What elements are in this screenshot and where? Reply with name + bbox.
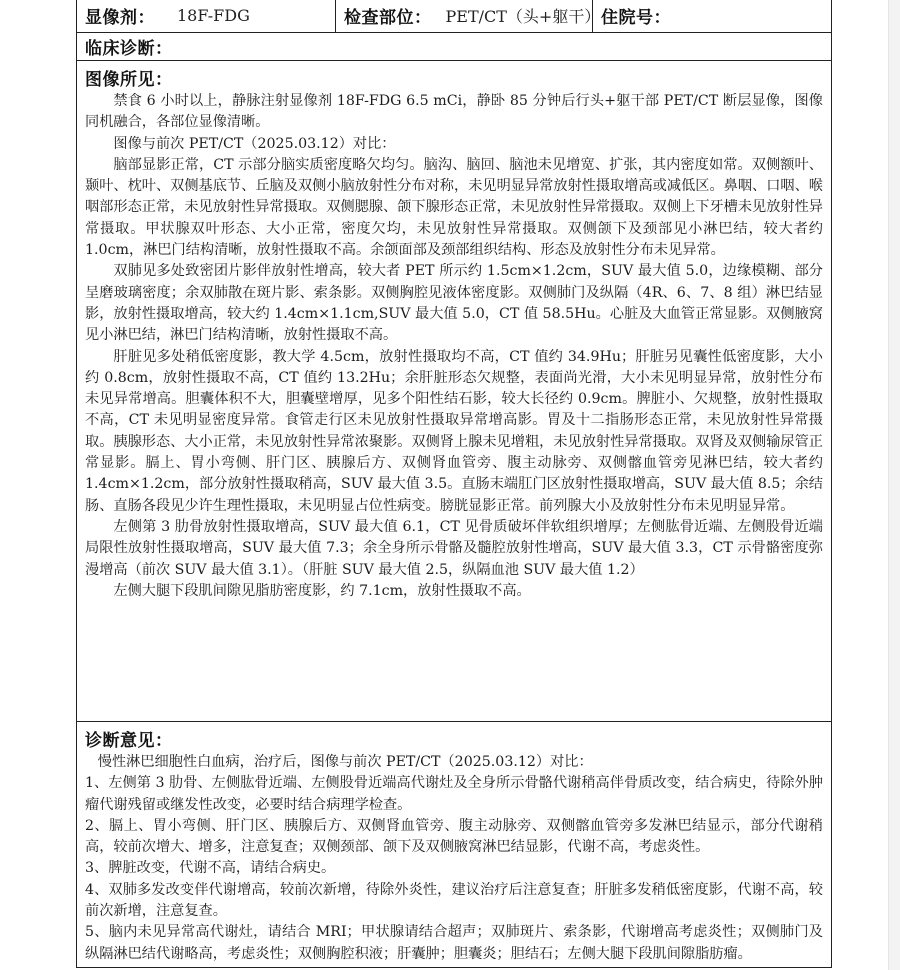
clinical-diagnosis-label: 临床诊断： [85, 39, 173, 59]
findings-paragraph: 左侧大腿下段肌间隙见脂肪密度影，约 7.1cm，放射性摄取不高。 [113, 582, 531, 599]
findings-paragraph: 脑部显影正常，CT 示部分脑实质密度略欠均匀。脑沟、脑回、脑池未见增宽、扩张，其内密度如常。双侧额叶、颞叶、枕叶、双侧基底节、丘脑及双侧小脑放射性分布对称，未见明显异常放射性摄取增高或减低区。鼻咽、口咽、喉咽部形态正常，未见放射性异常摄取。双侧腮腺、颌下腺形态正常，未见放射性异常摄取。双侧上下牙槽未见放射性异常摄取。甲状腺双叶形态、大小正常，密度欠均，未见放射性异常摄取。双侧颌下及颈部见小淋巴结，较大者约 1.0cm，淋巴门结构清晰，放射性摄取不高。余颌面部及颈部组织结构、形态及放射性分布未见异常。 [85, 156, 823, 259]
findings-title: 图像所见： [85, 70, 173, 90]
diagnosis-title: 诊断意见： [85, 731, 173, 751]
findings-section [77, 61, 831, 722]
pet-ct-report [76, 0, 832, 968]
diagnosis-item: 5、脑内未见异常高代谢灶，请结合 MRI；甲状腺请结合超声；双肺斑片、索条影，代谢增高考虑炎性；双侧肺门及纵隔淋巴结代谢略高，考虑炎性；双侧胸腔积液；肝囊肿；胆囊炎；胆结石；左侧大腿下段肌间隙脂肪瘤。 [85, 924, 823, 962]
exam-site-value: PET/CT（头+躯干） [445, 7, 601, 26]
diagnosis-item: 3、脾脏改变，代谢不高，请结合病史。 [85, 860, 336, 877]
exam-site-label: 检查部位： [344, 8, 432, 28]
tracer-value: 18F-FDG [177, 6, 250, 25]
page-edge-strip [888, 0, 900, 970]
findings-paragraph: 双肺见多处致密团片影伴放射性增高，较大者 PET 所示约 1.5cm×1.2cm，SUV 最大值 5.0，边缘模糊、部分呈磨玻璃密度；余双肺散在斑片影、索条影。双侧胸腔见液体密度影。双侧肺门及纵隔（4R、6、7、8 组）淋巴结显影，放射性摄取增高，较大约 1.4cm×1.1cm,SUV 最大值 5.0，CT 值 58.5Hu。心脏及大血管正常显影。双侧腋窝见小淋巴结，淋巴门结构清晰，放射性摄取不高。 [85, 263, 823, 344]
diagnosis-item: 2、膈上、胃小弯侧、肝门区、胰腺后方、双侧肾血管旁、腹主动脉旁、双侧髂血管旁多发淋巴结显示，部分代谢稍高，较前次增大、增多，注意复查；双侧颈部、颌下及双侧腋窝淋巴结显影，代谢不高，考虑炎性。 [85, 817, 823, 856]
findings-paragraph: 图像与前次 PET/CT（2025.03.12）对比： [113, 135, 396, 152]
diagnosis-lead: 慢性淋巴细胞性白血病，治疗后，图像与前次 PET/CT（2025.03.12）对比： [97, 754, 593, 770]
findings-paragraph: 禁食 6 小时以上，静脉注射显像剂 18F-FDG 6.5 mCi，静卧 85 分钟后行头+躯干部 PET/CT 断层显像，图像同机融合，各部位显像清晰。 [85, 93, 823, 131]
header-row [77, 0, 831, 33]
inpatient-no-cell [592, 0, 831, 32]
findings-paragraph: 左侧第 3 肋骨放射性摄取增高，SUV 最大值 6.1，CT 见骨质破坏伴软组织增厚；左侧肱骨近端、左侧股骨近端局限性放射性摄取增高，SUV 最大值 7.3；余全身所示骨骼及髓腔放射性增高，SUV 最大值 3.3，CT 示骨骼密度弥漫增高（前次 SUV 最大值 3.1）。（肝脏 SUV 最大值 2.5，纵隔血池 SUV 最大值 1.2） [85, 518, 823, 578]
diagnosis-item: 4、双肺多发改变伴代谢增高，较前次新增，待除外炎性，建议治疗后注意复查；肝脏多发稍低密度影，代谢不高，较前次新增，注意复查。 [85, 881, 823, 920]
diagnosis-section [77, 722, 831, 968]
findings-paragraph: 肝脏见多处稍低密度影，教大学 4.5cm，放射性摄取均不高，CT 值约 34.9Hu；肝脏另见囊性低密度影，大小约 0.8cm，放射性摄取不高，CT 值约 13.2Hu；余肝脏形态欠规整，表面尚光滑，大小未见明显异常，放射性分布未见异常增高。胆囊体积不大，胆囊壁增厚，见多个阳性结石影，较大长径约 0.9cm。脾脏小、欠规整，放射性摄取不高，CT 未见明显密度异常。食管走行区未见放射性摄取异常增高影。胃及十二指肠形态正常，未见放射性异常摄取。胰腺形态、大小正常，未见放射性异常浓聚影。双侧肾上腺未见增粗，未见放射性异常摄取。双肾及双侧输尿管正常显影。膈上、胃小弯侧、肝门区、胰腺后方、双侧肾血管旁、腹主动脉旁、双侧髂血管旁见淋巴结，较大者约 1.4cm×1.2cm，部分放射性摄取稍高，SUV 最大值 3.5。直肠末端肛门区放射性摄取增高，SUV 最大值 8.5；余结肠、直肠各段见少许生理性摄取，未见明显占位性病变。膀胱显影正常。前列腺大小及放射性分布未见明显异常。 [85, 348, 823, 514]
inpatient-no-label: 住院号： [601, 8, 671, 28]
tracer-cell [77, 0, 335, 32]
diagnosis-item: 1、左侧第 3 肋骨、左侧肱骨近端、左侧股骨近端高代谢灶及全身所示骨骼代谢稍高伴骨质改变，结合病史，待除外肿瘤代谢残留或继发性改变，必要时结合病理学检查。 [85, 775, 823, 813]
exam-site-cell [335, 0, 601, 32]
clinical-diagnosis-row [77, 33, 831, 61]
tracer-label: 显像剂： [85, 8, 155, 28]
